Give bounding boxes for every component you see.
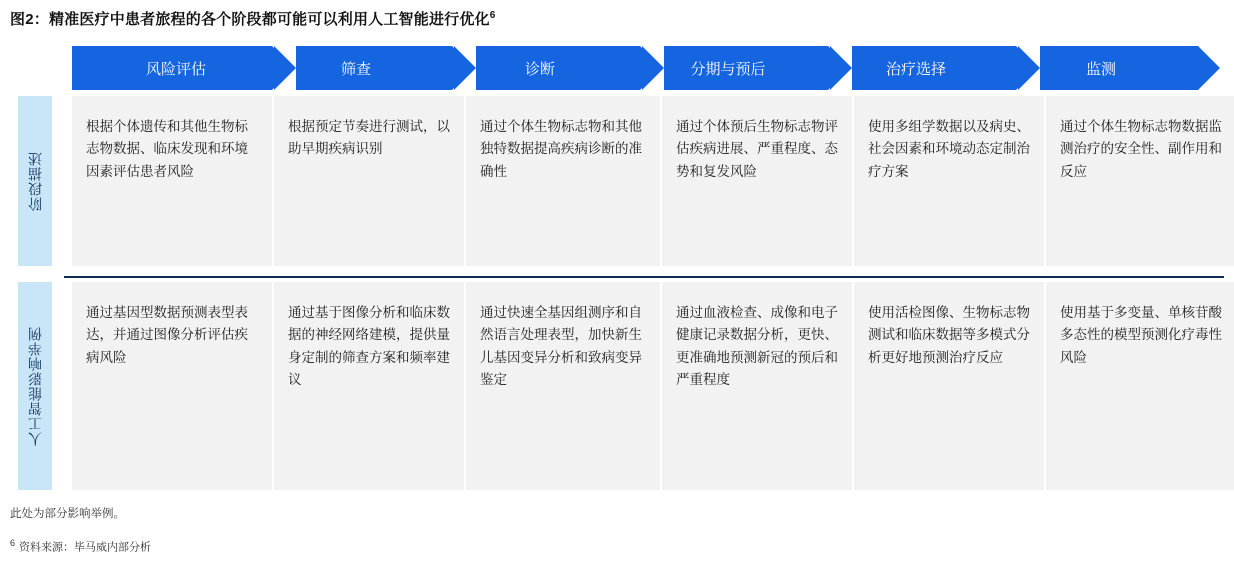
cell-ai-monitoring: 使用基于多变量、单核苷酸多态性的模型预测化疗毒性风险	[1046, 282, 1234, 490]
row-ai-impact-examples	[72, 282, 1234, 490]
cell-ai-treatment-selection: 使用活检图像、生物标志物测试和临床数据等多模式分析更好地预测治疗反应	[854, 282, 1044, 490]
stage-label: 诊断	[524, 60, 555, 78]
stage-label: 监测	[1085, 60, 1116, 78]
stage-chevron-staging-prognosis[interactable]	[642, 46, 828, 90]
footnote-source	[10, 538, 151, 555]
stage-chevron-monitoring[interactable]	[1018, 46, 1198, 90]
page-title-text: 图2：精准医疗中患者旅程的各个阶段都可能可以利用人工智能进行优化	[10, 11, 490, 28]
source-marker: 6	[10, 538, 16, 548]
stage-header-row	[72, 46, 1200, 90]
stage-chevron-risk-assessment[interactable]	[72, 46, 272, 90]
stage-chevron-treatment-selection[interactable]	[830, 46, 1016, 90]
cell-description-screening: 根据预定节奏进行测试，以助早期疾病识别	[274, 96, 464, 266]
stage-label: 治疗选择	[885, 60, 946, 78]
row-label-ai-impact-examples	[18, 282, 52, 490]
cell-description-monitoring: 通过个体生物标志物数据监测治疗的安全性、副作用和反应	[1046, 96, 1234, 266]
stage-chevron-diagnosis[interactable]	[454, 46, 640, 90]
cell-ai-diagnosis: 通过快速全基因组测序和自然语言处理表型，加快新生儿基因变异分析和致病变异鉴定	[466, 282, 660, 490]
cell-description-treatment-selection: 使用多组学数据以及病史、社会因素和环境动态定制治疗方案	[854, 96, 1044, 266]
cell-ai-screening: 通过基于图像分析和临床数据的神经网络建模，提供量身定制的筛查方案和频率建议	[274, 282, 464, 490]
page-title	[10, 8, 496, 29]
row-label-text: 阶段描述	[27, 151, 43, 211]
cell-ai-risk-assessment: 通过基因型数据预测表型表达，并通过图像分析评估疾病风险	[72, 282, 272, 490]
row-label-stage-description	[18, 96, 52, 266]
footnote-note: 此处为部分影响举例。	[10, 508, 125, 520]
cell-description-staging-prognosis: 通过个体预后生物标志物评估疾病进展、严重程度、态势和复发风险	[662, 96, 852, 266]
source-text: 资料来源：毕马威内部分析	[19, 541, 152, 554]
cell-description-risk-assessment: 根据个体遗传和其他生物标志物数据、临床发现和环境因素评估患者风险	[72, 96, 272, 266]
stage-label: 分期与预后	[690, 60, 766, 78]
stage-label: 筛查	[340, 60, 371, 78]
stage-label: 风险评估	[145, 60, 206, 78]
cell-description-diagnosis: 通过个体生物标志物和其他独特数据提高疾病诊断的准确性	[466, 96, 660, 266]
title-footnote-marker: 6	[489, 10, 496, 21]
cell-ai-staging-prognosis: 通过血液检查、成像和电子健康记录数据分析，更快、更准确地预测新冠的预后和严重程度	[662, 282, 852, 490]
row-label-text: 人工智能影响举例	[27, 326, 43, 446]
row-stage-description	[72, 96, 1234, 266]
section-divider	[64, 276, 1224, 278]
stage-chevron-screening[interactable]	[274, 46, 452, 90]
